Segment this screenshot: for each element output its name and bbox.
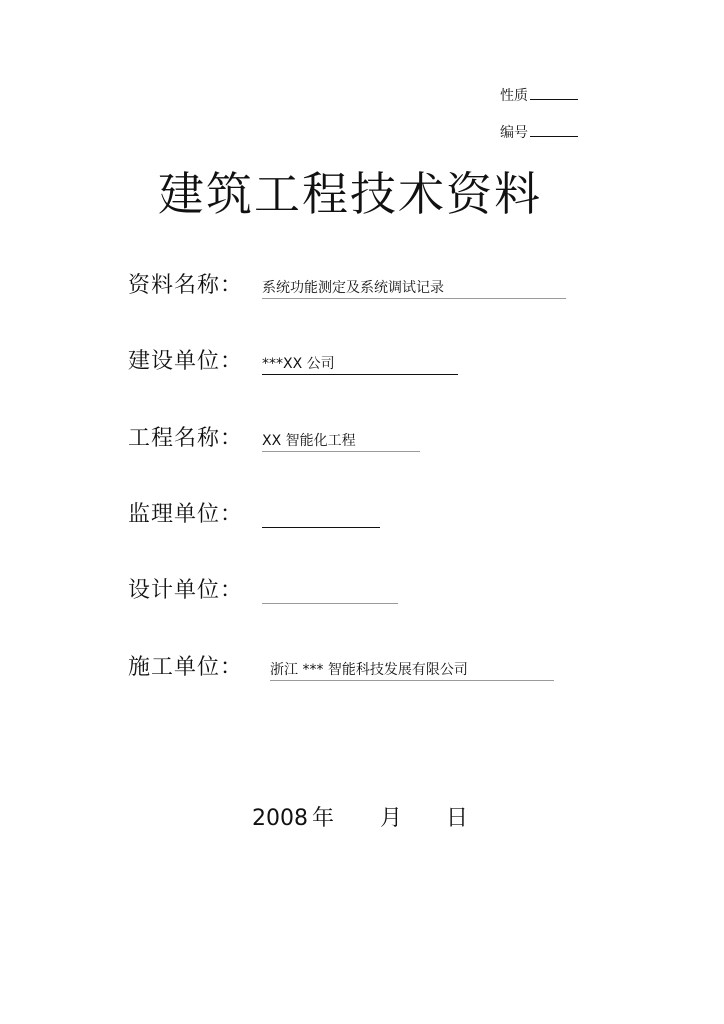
- field-underline: [262, 298, 566, 299]
- nature-blank-line: [530, 85, 578, 100]
- nature-label: 性质: [500, 88, 528, 104]
- field-underline: [262, 451, 420, 452]
- field-label: 建设单位：: [128, 349, 244, 374]
- field-value: 系统功能测定及系统调试记录: [262, 280, 444, 296]
- number-blank-line: [530, 122, 578, 137]
- field-value: XX 智能化工程: [262, 433, 356, 449]
- field-label: 工程名称：: [128, 426, 244, 451]
- number-label: 编号: [500, 125, 528, 141]
- field-underline: [262, 374, 458, 375]
- field-label: 监理单位：: [128, 502, 244, 527]
- number-field: [500, 122, 578, 142]
- date-month-unit: 月: [380, 806, 403, 831]
- field-underline: [270, 680, 554, 681]
- nature-field: [500, 85, 578, 105]
- document-title: 建筑工程技术资料: [158, 167, 542, 221]
- date-year: 2008: [252, 806, 308, 831]
- field-value: 浙江 *** 智能科技发展有限公司: [270, 662, 468, 678]
- date-year-unit: 年: [312, 806, 335, 831]
- date-day-unit: 日: [446, 806, 469, 831]
- field-label: 施工单位：: [128, 655, 244, 680]
- field-label: 资料名称：: [128, 273, 244, 298]
- field-underline: [262, 527, 380, 528]
- field-value: ***XX 公司: [262, 356, 335, 372]
- field-label: 设计单位：: [128, 578, 244, 603]
- field-underline: [262, 603, 398, 604]
